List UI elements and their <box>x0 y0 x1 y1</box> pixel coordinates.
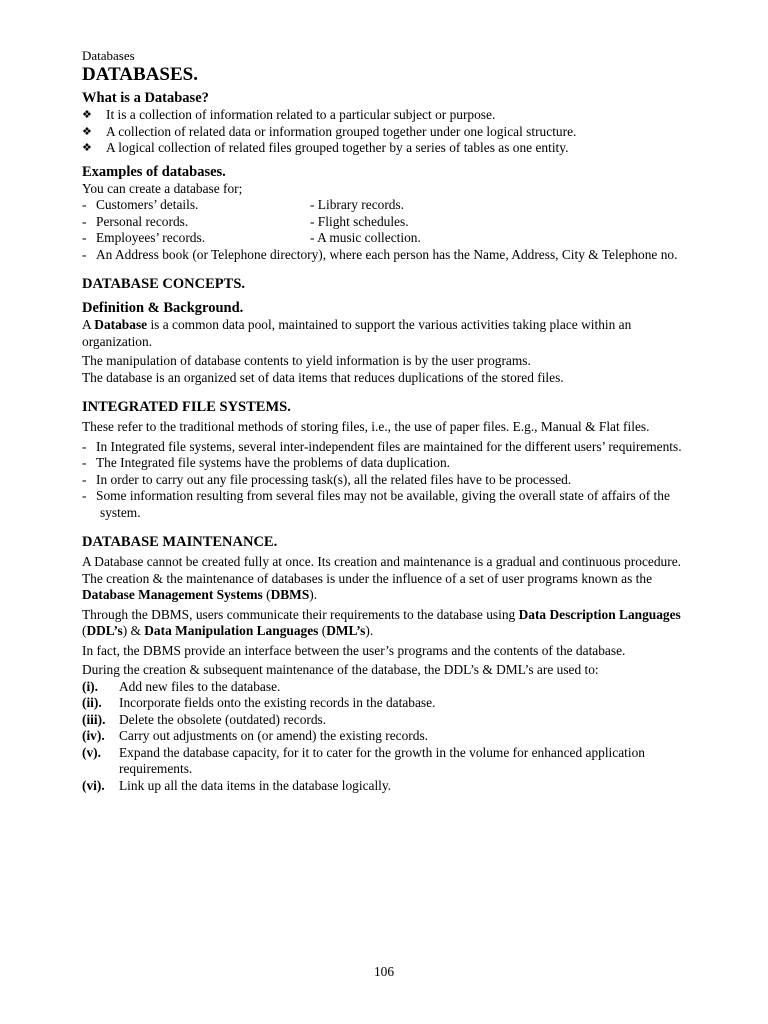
list-item: - Personal records. - Flight schedules. <box>82 213 409 229</box>
integrated-intro: These refer to the traditional methods of storing files, i.e., the use of paper files. E.g., Manual & Flat files. <box>82 419 650 434</box>
section-heading-integrated: INTEGRATED FILE SYSTEMS. <box>82 399 291 415</box>
section-heading-concepts: DATABASE CONCEPTS. <box>82 276 246 292</box>
diamond-bullet-icon: ❖ <box>82 108 92 121</box>
list-item: - In order to carry out any file processing task(s), all the related files have to be processed. <box>82 471 572 487</box>
document-page <box>82 48 688 794</box>
list-item: - Employees’ records. - A music collection. <box>82 230 421 245</box>
maintenance-paragraph-2: Through the DBMS, users communicate their requirements to the database using Data Description Languages (DDL’s) & Data Manipulation Languages (DML’s). <box>82 606 681 638</box>
list-item: (i). Add new files to the database. <box>82 678 281 694</box>
maintenance-paragraph-1: A Database cannot be created fully at once. Its creation and maintenance is a gradual and continuous procedure. The creation & the maintenance of databases is under the influence of a set of user programs known as the Database Management Systems (DBMS). <box>82 554 681 602</box>
section-heading-what-is: What is a Database? <box>82 90 209 106</box>
page-number: 106 <box>373 964 395 979</box>
list-item: - Some information resulting from several files may not be available, giving the overall state of affairs of the system. <box>82 488 670 520</box>
list-item: (iv). Carry out adjustments on (or amend) the existing records. <box>82 728 429 743</box>
sub-heading-definition: Definition & Background. <box>82 300 244 316</box>
running-head: Databases <box>82 48 135 63</box>
list-item: (v). Expand the database capacity, for it to cater for the growth in the volume for enhanced application requirements. <box>82 744 645 776</box>
definition-bullet-list <box>82 107 688 157</box>
list-item: - In Integrated file systems, several inter-independent files are maintained for the different users’ requirements. <box>82 438 682 454</box>
list-item: - The Integrated file systems have the problems of data duplication. <box>82 455 450 470</box>
list-item: ❖ A collection of related data or information grouped together under one logical structure. <box>82 123 577 139</box>
list-item: - Customers’ details. - Library records. <box>82 197 405 212</box>
list-item: (ii). Incorporate fields onto the existing records in the database. <box>82 695 436 710</box>
list-item: - An Address book (or Telephone directory), where each person has the Name, Address, City & Telephone no. <box>82 246 678 262</box>
list-item: ❖ It is a collection of information related to a particular subject or purpose. <box>82 107 496 122</box>
diamond-bullet-icon: ❖ <box>82 141 92 154</box>
integrated-list <box>82 439 688 522</box>
paragraph: The database is an organized set of data items that reduces duplications of the stored files. <box>82 369 564 385</box>
list-item: ❖ A logical collection of related files grouped together by a series of tables as one entity. <box>82 140 569 155</box>
list-item: (vi). Link up all the data items in the database logically. <box>82 777 392 793</box>
list-item: (iii). Delete the obsolete (outdated) records. <box>82 711 327 727</box>
examples-intro: You can create a database for; <box>82 180 243 196</box>
section-heading-examples: Examples of databases. <box>82 163 226 180</box>
section-heading-maintenance: DATABASE MAINTENANCE. <box>82 534 278 550</box>
paragraph: The manipulation of database contents to yield information is by the user programs. <box>82 353 531 368</box>
examples-list <box>82 197 688 263</box>
diamond-bullet-icon: ❖ <box>82 124 92 138</box>
maintenance-paragraph-3: In fact, the DBMS provide an interface between the user’s programs and the contents of the database. <box>82 642 626 658</box>
page-title: DATABASES. <box>82 64 198 85</box>
maintenance-paragraph-4: During the creation & subsequent maintenance of the database, the DDL’s & DML’s are used to: <box>82 662 599 677</box>
definition-paragraph: A Database is a common data pool, maintained to support the various activities taking place within an organization. <box>82 317 632 349</box>
maintenance-task-list <box>82 679 688 795</box>
